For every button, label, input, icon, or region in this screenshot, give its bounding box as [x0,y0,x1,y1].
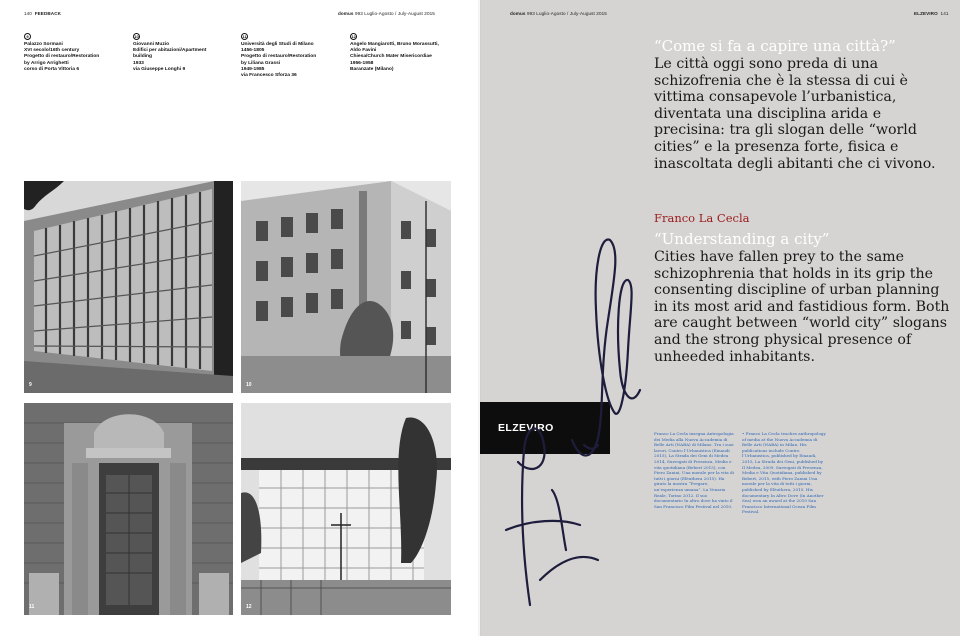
english-text: Cities have fallen prey to the same schizophrenia that holds in its grip the consenting discipline of urban planning in its most arid and fastidious form. Both are caught between “world city” slogans and the strong physical presence of unheeded inhabitants. [654,249,950,365]
bio-english: • Franco La Cecla teaches anthropology of media at the Nuova Accademia di Belle Arti (NABA) in Milan. His publications include Contro l’Urbanistica, published by Einaudi, 2015, La Strada dei Geni, published by Il Medea, 2009, Surrogati di Presenza, Media e Vita Quotidiana, published by Bebert, 2015, with Piero Zanini Una morale per la vita di tutti i giorni, published by Elèuthera, 2015. His documentary In Altro Dove (In Another Sea) won an award at the 2010 San Francisco International Ocean Film Festival. [742,431,826,515]
page-gutter [478,0,482,636]
italian-heading: “Come si fa a capire una città?” [654,37,896,55]
bio-italian: Franco La Cecla insegna Antropologia dei Media alla Nuova Accademia di Belle Arti (NABA) di Milano. Tra i suoi lavori, Contro l’Urbanistica (Einaudi 2015), La Strada dei Geni di Medea 2014, Surrogati di Presenza, Media e vita quotidiana (Bebert 2015), con Piero Zanini, Una morale per la vita di tutti i giorni (Elèuthera 2015). Ha girato la mostra “Pregare, un’esperienza umana”. La Venaria Reale, Torino 2012. Il suo documentario In altro dove ha vinto il San Francisco Film Festival nel 2010. [654,431,734,509]
caption-9: 9 Palazzo Sormani XVI secolo/16th century Progetto di restauro/Restoration by Arrigo Arrighetti corso di Porta Vittoria 6 [24,34,100,72]
photo-mater-misericordiae [241,403,451,615]
photo-number: 12 [246,604,252,610]
left-issue-line: domus 993 Luglio-Agosto / July-August 2015 [338,11,435,16]
photo-universita-milano [24,403,233,615]
photo-number: 11 [29,604,35,610]
caption-10: 10 Giovanni Muzio Edifici per abitazioni/Apartment building 1933 via Giuseppe Longhi 9 [133,34,207,72]
english-heading: “Understanding a city” [654,230,830,248]
photo-muzio-building [241,181,451,393]
elzeviro-label: ELZEVIRO [480,402,610,454]
right-issue-line: domus 993 Luglio-Agosto / July-August 2015 [510,11,607,16]
right-running-head: ELZEVIRO 141 [914,11,949,16]
photo-palazzo-sormani [24,181,233,393]
handwritten-signature [500,200,650,620]
caption-11: 11 Università degli Studi di Milano 1456-1805 Progetto di restauro/Restoration by Liliana Grassi 1949-1985 via Francesco Sforza 36 [241,34,317,79]
photo-number: 9 [29,382,32,388]
italian-text: Le città oggi sono preda di una schizofrenia che è la stessa di cui è vittima consapevole l’urbanistica, diventata una disciplina arida e precisina: tra gli slogan delle “world cities” e la presenza forte, fisica e inascoltata degli abitanti che ci vivono. [654,56,936,172]
author-name: Franco La Cecla [654,211,750,225]
left-running-head: 140 FEEDBACK [24,11,62,16]
photo-number: 10 [246,382,252,388]
caption-12: 12 Angelo Mangiarotti, Bruno Morassutti, Aldo Favini Chiesa/Church Mater Misericordiae 1956-1958 Baranzate (Milano) [350,34,439,72]
